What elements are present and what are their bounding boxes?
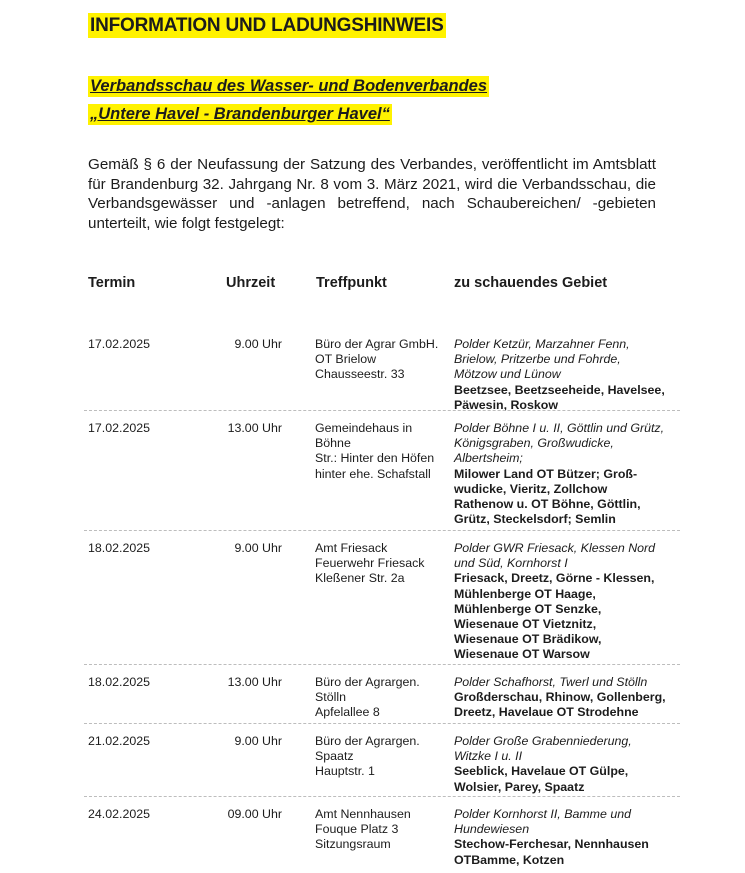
row-date: 21.02.2025 bbox=[88, 734, 151, 748]
meeting-point-line: Chausseestr. 33 bbox=[315, 367, 405, 382]
row-time: 9.00 Uhr bbox=[234, 337, 282, 351]
area-polder-line: Hundewiesen bbox=[454, 822, 530, 837]
area-polder-line: Polder Böhne I u. II, Göttlin und Grütz, bbox=[454, 421, 665, 435]
row-time: 9.00 Uhr bbox=[234, 734, 282, 748]
area-polder-line: Mötzow und Lünow bbox=[454, 367, 561, 382]
row-divider bbox=[84, 530, 680, 531]
area-municipality-line: Wiesenaue OT Vietznitz, bbox=[454, 617, 597, 632]
meeting-point-line: hinter ehe. Schafstall bbox=[315, 466, 431, 481]
page-title: INFORMATION UND LADUNGSHINWEIS bbox=[90, 15, 444, 36]
area-municipality-line: Großderschau, Rhinow, Gollenberg, bbox=[454, 690, 666, 705]
row-date: 17.02.2025 bbox=[88, 421, 151, 435]
area-municipality-line: wudicke, Vieritz, Zollchow bbox=[454, 481, 608, 496]
meeting-point-line: Kleßener Str. 2a bbox=[315, 571, 405, 586]
area-municipality-line: OTBamme, Kotzen bbox=[454, 852, 565, 867]
meeting-point-line: Apfelallee 8 bbox=[315, 705, 380, 720]
area-municipality-line: Mühlenberge OT Senzke, bbox=[454, 601, 602, 616]
subtitle-line-1: Verbandsschau des Wasser- und Bodenverbandes bbox=[90, 77, 488, 95]
row-date: 18.02.2025 bbox=[88, 541, 151, 555]
area-municipality-line: Seeblick, Havelaue OT Gülpe, bbox=[454, 764, 629, 779]
row-date: 24.02.2025 bbox=[88, 807, 151, 821]
row-divider bbox=[84, 664, 680, 665]
row-divider bbox=[84, 410, 680, 411]
row-time: 9.00 Uhr bbox=[234, 541, 282, 555]
row-area bbox=[454, 541, 694, 663]
meeting-point-line: Hauptstr. 1 bbox=[315, 764, 375, 779]
area-municipality-line: Päwesin, Roskow bbox=[454, 397, 558, 412]
area-municipality-line: Friesack, Dreetz, Görne - Klessen, bbox=[454, 571, 655, 586]
area-polder-line: und Süd, Kornhorst I bbox=[454, 556, 568, 571]
row-time: 13.00 Uhr bbox=[227, 421, 282, 435]
area-polder-line: Polder Ketzür, Marzahner Fenn, bbox=[454, 337, 630, 351]
header-uhrzeit: Uhrzeit bbox=[226, 275, 276, 291]
header-gebiet: zu schauendes Gebiet bbox=[454, 275, 608, 291]
meeting-point-line: Amt Friesack bbox=[315, 541, 388, 555]
area-polder-line: Albertsheim; bbox=[454, 451, 523, 466]
row-date: 18.02.2025 bbox=[88, 675, 151, 689]
meeting-point-line: Böhne bbox=[315, 436, 351, 451]
row-meeting-point bbox=[315, 421, 455, 482]
area-municipality-line: Milower Land OT Bützer; Groß- bbox=[454, 466, 638, 481]
area-municipality-line: Wiesenaue OT Warsow bbox=[454, 647, 590, 662]
area-municipality-line: Mühlenberge OT Haage, bbox=[454, 586, 596, 601]
subtitle-line-2: „Untere Havel - Brandenburger Havel“ bbox=[90, 105, 390, 123]
meeting-point-line: Stölln bbox=[315, 690, 346, 705]
intro-paragraph: Gemäß § 6 der Neufassung der Satzung des Verbandes, veröffentlicht im Amtsblatt für Brandenburg 32. Jahrgang Nr. 8 vom 3. März 2021, wird die Verbandsschau, die Verbandsgewässer und -anlagen betreffend, nach Schaubereichen/ -gebieten unterteilt, wie folgt festgelegt: bbox=[88, 156, 656, 232]
row-area bbox=[454, 337, 694, 413]
row-meeting-point bbox=[315, 675, 455, 721]
area-municipality-line: Beetzsee, Beetzseeheide, Havelsee, bbox=[454, 382, 665, 397]
area-polder-line: Polder Große Grabenniederung, bbox=[454, 734, 632, 748]
row-divider bbox=[84, 723, 680, 724]
row-meeting-point bbox=[315, 734, 455, 780]
area-municipality-line: Rathenow u. OT Böhne, Göttlin, bbox=[454, 497, 641, 512]
meeting-point-line: Fouque Platz 3 bbox=[315, 822, 399, 837]
meeting-point-line: Feuerwehr Friesack bbox=[315, 556, 425, 571]
row-area bbox=[454, 807, 694, 868]
row-divider bbox=[84, 796, 680, 797]
area-polder-line: Polder Schafhorst, Twerl und Stölln bbox=[454, 675, 648, 689]
area-polder-line: Königsgraben, Großwudicke, bbox=[454, 436, 614, 451]
area-polder-line: Polder Kornhorst II, Bamme und bbox=[454, 807, 631, 821]
meeting-point-line: OT Brielow bbox=[315, 352, 377, 367]
area-municipality-line: Wolsier, Parey, Spaatz bbox=[454, 779, 585, 794]
meeting-point-line: Büro der Agrargen. bbox=[315, 675, 420, 689]
area-municipality-line: Grütz, Steckelsdorf; Semlin bbox=[454, 512, 616, 527]
row-time: 09.00 Uhr bbox=[227, 807, 282, 821]
row-meeting-point bbox=[315, 807, 455, 853]
area-municipality-line: Dreetz, Havelaue OT Strodehne bbox=[454, 705, 639, 720]
meeting-point-line: Spaatz bbox=[315, 749, 354, 764]
row-time: 13.00 Uhr bbox=[227, 675, 282, 689]
meeting-point-line: Büro der Agrar GmbH. bbox=[315, 337, 439, 351]
row-area bbox=[454, 421, 694, 527]
area-polder-line: Brielow, Pritzerbe und Fohrde, bbox=[454, 352, 621, 367]
area-municipality-line: Stechow-Ferchesar, Nennhausen bbox=[454, 837, 649, 852]
area-polder-line: Witzke I u. II bbox=[454, 749, 523, 764]
row-area bbox=[454, 734, 694, 795]
row-meeting-point bbox=[315, 541, 455, 587]
meeting-point-line: Sitzungsraum bbox=[315, 837, 391, 852]
meeting-point-line: Amt Nennhausen bbox=[315, 807, 411, 821]
row-meeting-point bbox=[315, 337, 455, 383]
row-date: 17.02.2025 bbox=[88, 337, 151, 351]
area-municipality-line: Wiesenaue OT Brädikow, bbox=[454, 632, 602, 647]
area-polder-line: Polder GWR Friesack, Klessen Nord bbox=[454, 541, 656, 555]
header-treffpunkt: Treffpunkt bbox=[316, 275, 387, 291]
meeting-point-line: Gemeindehaus in bbox=[315, 421, 413, 435]
meeting-point-line: Str.: Hinter den Höfen bbox=[315, 451, 435, 466]
row-area bbox=[454, 675, 694, 721]
meeting-point-line: Büro der Agrargen. bbox=[315, 734, 420, 748]
header-termin: Termin bbox=[88, 275, 136, 291]
